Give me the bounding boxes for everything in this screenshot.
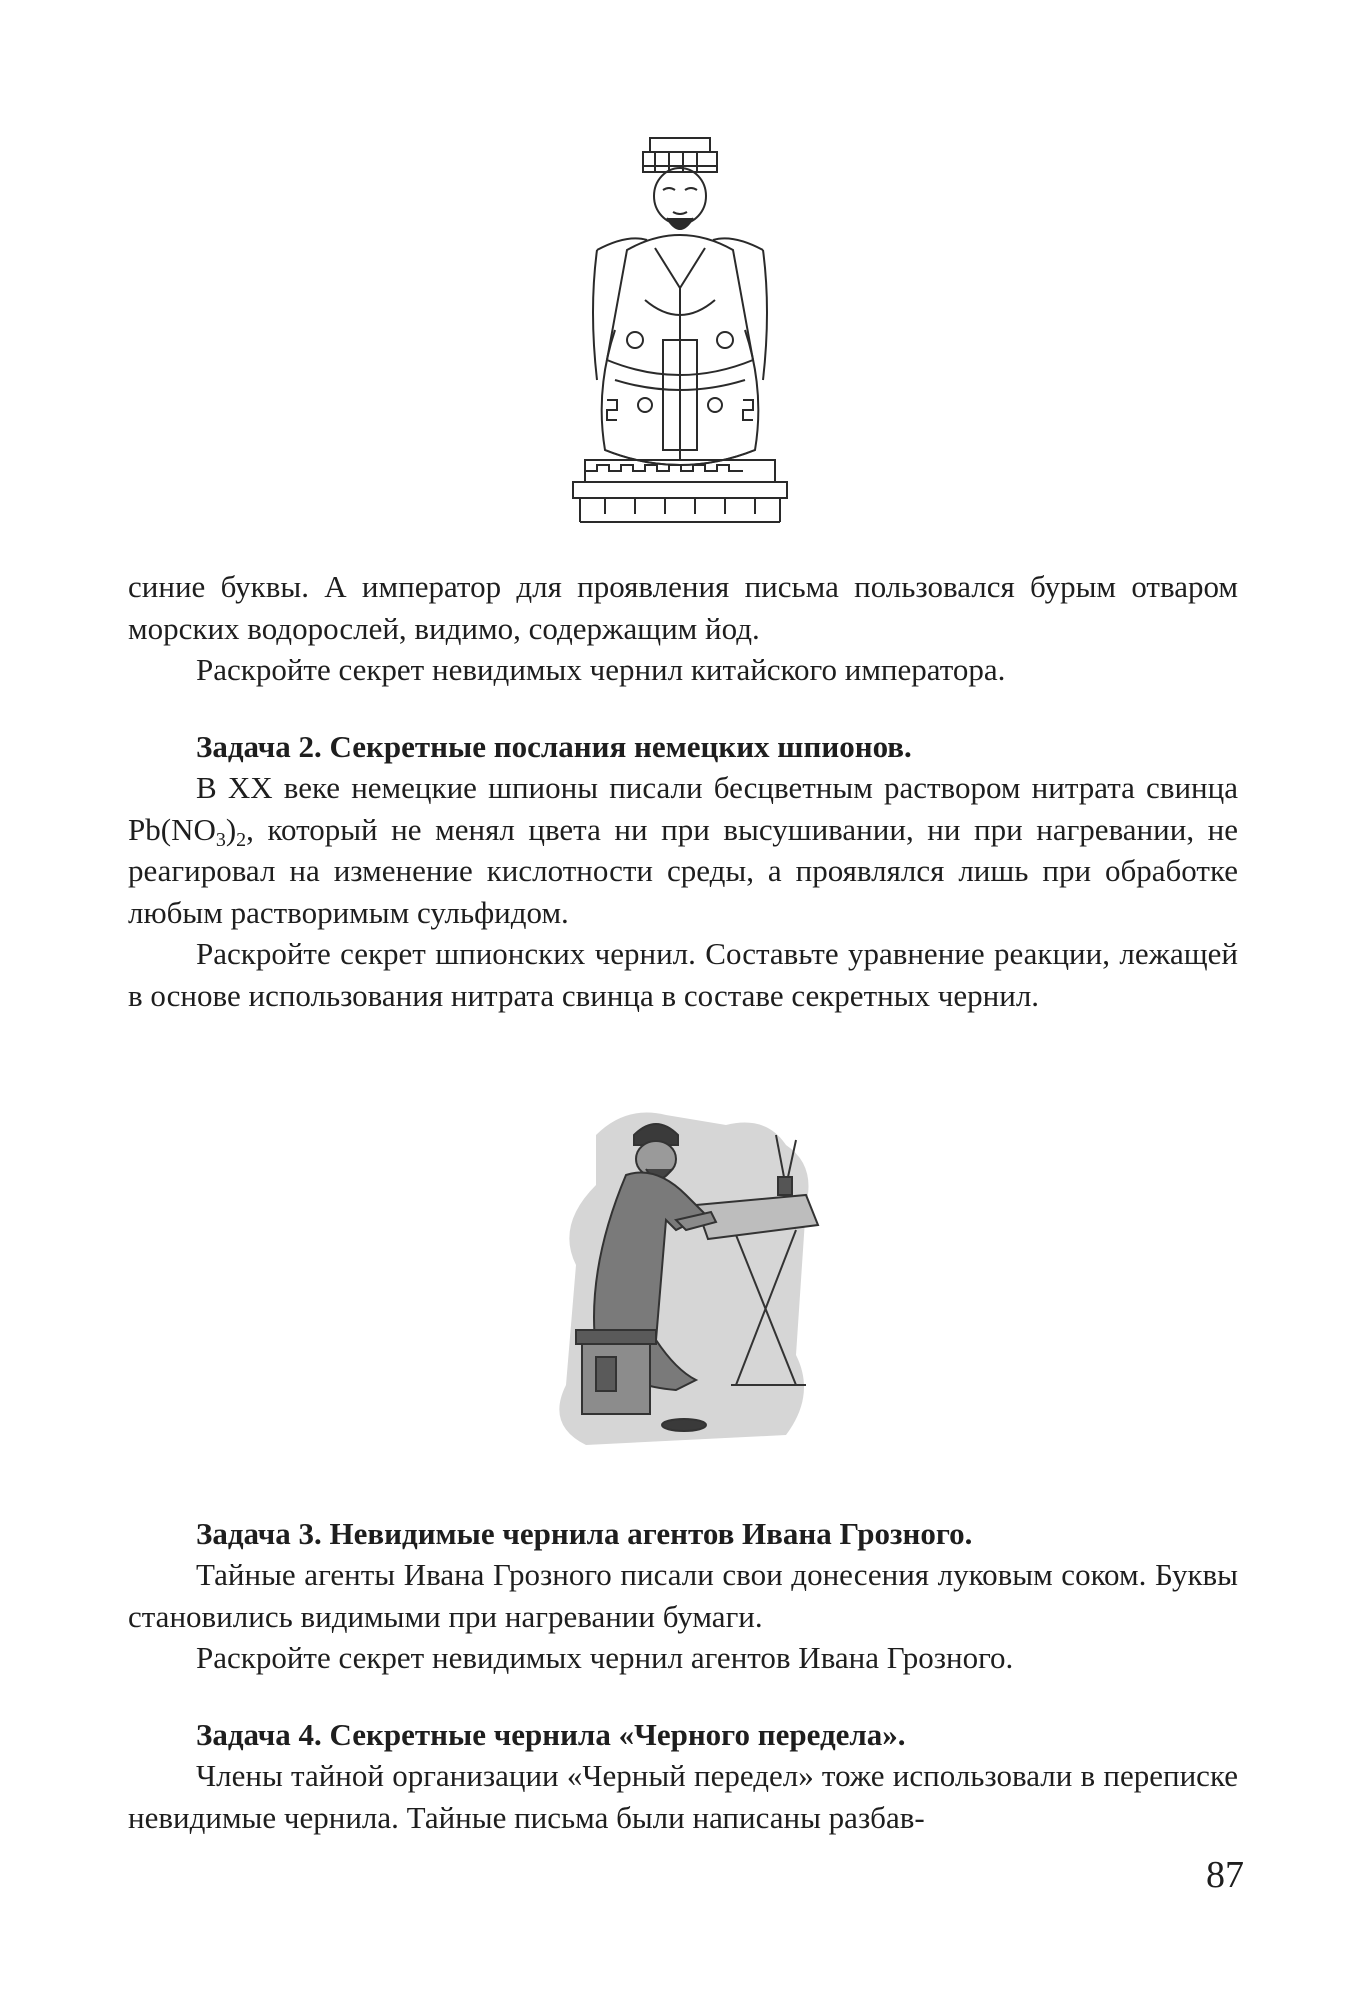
page-number: 87	[1206, 1854, 1244, 1896]
paragraph-text: Тайные агенты Ивана Грозного писали свои донесения луковым соком. Буквы становились видимыми при нагревании бумаги.	[128, 1557, 1238, 1634]
paragraph-text: Раскройте секрет невидимых чернил китайского императора.	[196, 652, 1006, 687]
paragraph-text-part: В XX веке немецкие шпионы писали бесцветным раствором нитрата свинца Pb(NO	[128, 770, 1238, 847]
paragraph-text: Раскройте секрет невидимых чернил агентов Ивана Грозного.	[196, 1640, 1014, 1675]
subscript: 2	[236, 828, 247, 851]
task-3-heading: Задача 3. Невидимые чернила агентов Ивана Грозного.	[196, 1516, 973, 1551]
paragraph-text: синие буквы. А император для проявления письма пользовался бурым отваром морских водорослей, видимо, содержащим йод.	[128, 569, 1238, 646]
paragraph-text	[128, 767, 1238, 933]
scribe-illustration	[556, 1095, 840, 1455]
paragraph-text: Члены тайной организации «Черный передел» тоже использовали в переписке невидимые чернила. Тайные письма были написаны разбав-	[128, 1758, 1238, 1835]
task-2-heading: Задача 2. Секретные послания немецких шпионов.	[196, 729, 912, 764]
paragraph-text-part: , который не менял цвета ни при высушивании, ни при нагревании, не реагировал на изменение кислотности среды, а проявлялся лишь при обработке любым растворимым сульфидом.	[128, 811, 1238, 930]
task-4-heading: Задача 4. Секретные чернила «Черного передела».	[196, 1717, 906, 1752]
subscript: 3	[215, 828, 226, 851]
paragraph-text-part: )	[225, 811, 237, 847]
emperor-illustration	[545, 130, 815, 530]
paragraph-text: Раскройте секрет шпионских чернил. Составьте уравнение реакции, лежащей в основе использования нитрата свинца в составе секретных чернил.	[128, 936, 1238, 1013]
